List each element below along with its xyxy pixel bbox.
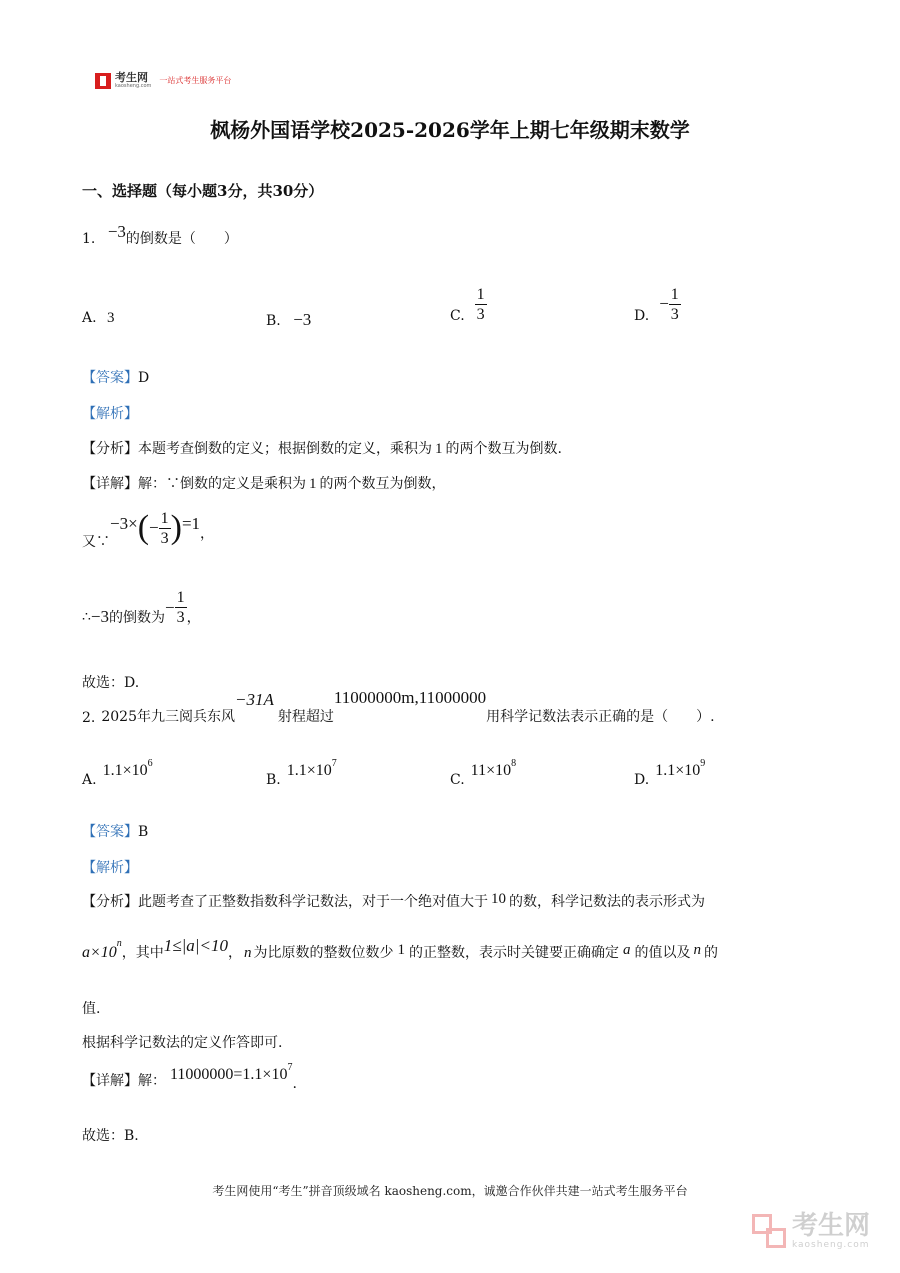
form-exponent: n bbox=[116, 938, 122, 949]
left-paren: ( bbox=[137, 509, 150, 546]
page-footer: 考生网使用“考生”拼音顶级域名 kaosheng.com，诚邀合作伙伴共建一站式考生服务平台 bbox=[212, 1184, 688, 1198]
q2-answer bbox=[82, 821, 148, 841]
option-letter: B. bbox=[266, 313, 281, 329]
q2-option-d bbox=[634, 758, 706, 788]
watermark-text bbox=[792, 1212, 870, 1250]
xiangjie-label: 【详解】 bbox=[82, 476, 138, 492]
logo-domain: kaosheng.com bbox=[115, 83, 152, 89]
fenxi-label: 【分析】 bbox=[82, 894, 138, 910]
eq-sign: − bbox=[149, 518, 159, 537]
period: . bbox=[292, 1076, 297, 1092]
q1-option-a bbox=[82, 310, 115, 327]
text: 的正整数，表示时关键要正确确定 bbox=[408, 945, 619, 961]
comma: ， bbox=[200, 526, 215, 542]
option-letter: B. bbox=[266, 772, 281, 788]
form-base: a×10 bbox=[82, 944, 117, 961]
eq-left: −3× bbox=[110, 514, 138, 533]
right-paren: ) bbox=[170, 509, 182, 546]
option-letter: D. bbox=[634, 772, 650, 788]
option-base: 1.1×10 bbox=[286, 762, 332, 779]
q2-fenxi-line3: 值. bbox=[82, 1001, 101, 1017]
question-text: 的倒数是（ ） bbox=[125, 231, 238, 247]
text: 为比原数的整数位数少 bbox=[253, 945, 394, 961]
fraction bbox=[175, 588, 187, 627]
xiangjie-text-end: 的两个数互为倒数， bbox=[319, 476, 446, 492]
q2-choose: 故选：B. bbox=[82, 1128, 139, 1144]
option-value bbox=[470, 758, 517, 780]
fraction bbox=[159, 509, 171, 548]
option-value: 3 bbox=[107, 310, 115, 326]
xiangjie-equation bbox=[170, 1062, 293, 1084]
answer-label: 【答案】 bbox=[82, 370, 138, 386]
math-one: 1 bbox=[435, 441, 443, 457]
text: ， bbox=[227, 945, 242, 961]
q2-analysis-label: 【解析】 bbox=[82, 860, 138, 876]
fraction bbox=[669, 285, 681, 324]
option-value: −3 bbox=[293, 310, 312, 329]
q2-fenxi-line1 bbox=[82, 891, 705, 911]
therefore-text: 的倒数为 bbox=[109, 609, 166, 626]
denominator: 3 bbox=[670, 305, 679, 323]
comma: ， bbox=[186, 609, 201, 626]
q2-fenxi-line4: 根据科学记数法的定义作答即可. bbox=[82, 1035, 283, 1051]
missile-model: −31A bbox=[235, 690, 274, 709]
fenxi-label: 【分析】 bbox=[82, 441, 138, 457]
option-letter: C. bbox=[450, 772, 465, 788]
fraction bbox=[475, 285, 487, 324]
q2-xiangjie bbox=[82, 1062, 297, 1092]
question-number: 2. bbox=[82, 710, 96, 726]
text: 的值以及 bbox=[634, 945, 691, 961]
question-text: 2025年九三阅兵东风 bbox=[101, 709, 235, 725]
var-n-2: n bbox=[693, 942, 701, 958]
numerator: 1 bbox=[476, 285, 485, 303]
denominator: 3 bbox=[476, 305, 485, 323]
minus-sign: − bbox=[659, 294, 669, 313]
therefore-symbol: ∴ bbox=[82, 608, 91, 625]
option-value bbox=[286, 758, 337, 780]
option-base: 1.1×10 bbox=[102, 762, 148, 779]
fenxi-text: 此题考查了正整数指数科学记数法，对于一个绝对值大于 bbox=[138, 894, 488, 910]
answer-value: B bbox=[138, 824, 149, 840]
q2-option-a bbox=[82, 758, 153, 788]
sci-form bbox=[82, 938, 122, 961]
watermark bbox=[752, 1212, 870, 1250]
option-exponent: 8 bbox=[511, 758, 517, 769]
option-exponent: 7 bbox=[331, 758, 337, 769]
therefore-sign: − bbox=[165, 597, 175, 617]
option-letter: A. bbox=[82, 310, 97, 326]
inequality: 1≤|a|<10 bbox=[163, 936, 228, 955]
q1-option-d bbox=[634, 284, 681, 324]
q1-answer bbox=[82, 367, 149, 387]
therefore-expr: −3 bbox=[90, 606, 110, 626]
question-1-stem bbox=[82, 222, 238, 248]
numerator: 1 bbox=[176, 589, 185, 606]
q1-equation-line bbox=[82, 505, 214, 551]
q1-xiangjie bbox=[82, 473, 446, 493]
question-text-2: 射程超过 bbox=[277, 709, 334, 725]
option-exponent: 9 bbox=[700, 758, 706, 769]
xiangjie-label: 【详解】 bbox=[82, 1073, 138, 1089]
math-one: 1 bbox=[397, 942, 405, 958]
q2-option-c bbox=[450, 758, 517, 788]
option-letter: C. bbox=[450, 308, 465, 324]
denominator: 3 bbox=[160, 529, 169, 547]
q1-analysis-label: 【解析】 bbox=[82, 406, 138, 422]
math-expression: −3 bbox=[107, 222, 126, 241]
section-heading: 一、选择题（每小题3分，共30分） bbox=[82, 182, 324, 200]
question-text-3: 用科学记数法表示正确的是（ ）. bbox=[486, 709, 715, 725]
equation-exponent: 7 bbox=[287, 1062, 293, 1073]
q1-fenxi bbox=[82, 438, 562, 458]
logo-slogan: 一站式考生服务平台 bbox=[159, 76, 232, 85]
option-letter: D. bbox=[634, 308, 650, 324]
watermark-name: 考生网 bbox=[791, 1211, 870, 1241]
logo-text bbox=[115, 72, 151, 89]
q2-fenxi-line2 bbox=[82, 936, 718, 962]
distance-value: 11000000m,11000000 bbox=[333, 688, 487, 707]
fenxi-text-end: 的两个数互为倒数. bbox=[445, 441, 562, 457]
eq-right: =1 bbox=[181, 514, 201, 533]
question-number: 1. bbox=[82, 231, 96, 247]
q2-option-b bbox=[266, 758, 337, 788]
option-base: 1.1×10 bbox=[655, 762, 701, 779]
denominator: 3 bbox=[176, 609, 185, 626]
xiangjie-text: 解： bbox=[138, 1073, 166, 1089]
question-2-stem bbox=[82, 688, 715, 726]
q1-choose: 故选：D. bbox=[82, 675, 140, 691]
answer-label: 【答案】 bbox=[82, 824, 138, 840]
option-exponent: 6 bbox=[147, 758, 153, 769]
fenxi-text-2: 的数，科学记数法的表示形式为 bbox=[509, 894, 705, 910]
math-one: 1 bbox=[309, 476, 317, 492]
option-base: 11×10 bbox=[470, 762, 512, 779]
xiangjie-text: 解：∵倒数的定义是乘积为 bbox=[138, 476, 306, 492]
numerator: 1 bbox=[670, 285, 679, 303]
equation-base: 11000000=1.1×10 bbox=[170, 1066, 288, 1083]
kaosheng-logo-icon bbox=[95, 73, 111, 89]
q1-therefore-line bbox=[82, 588, 201, 627]
var-n: n bbox=[243, 945, 252, 961]
option-value bbox=[102, 758, 153, 780]
text: ，其中 bbox=[121, 945, 164, 961]
answer-value: D bbox=[138, 370, 150, 386]
logo-name: 考生网 bbox=[115, 71, 148, 84]
text: 的 bbox=[703, 945, 718, 961]
q1-option-c bbox=[450, 284, 487, 324]
option-value bbox=[655, 758, 706, 780]
numerator: 1 bbox=[160, 509, 169, 527]
fenxi-text: 本题考查倒数的定义；根据倒数的定义，乘积为 bbox=[138, 441, 432, 457]
site-logo bbox=[95, 72, 231, 89]
option-letter: A. bbox=[82, 772, 97, 788]
q1-option-b bbox=[266, 310, 311, 330]
you-text: 又∵ bbox=[82, 534, 110, 550]
math-ten: 10 bbox=[491, 891, 506, 907]
var-a: a bbox=[622, 942, 631, 958]
watermark-domain: kaosheng.com bbox=[791, 1240, 870, 1250]
watermark-logo-icon bbox=[752, 1214, 786, 1248]
document-title: 枫杨外国语学校2025-2026学年上期七年级期末数学 bbox=[210, 118, 690, 142]
